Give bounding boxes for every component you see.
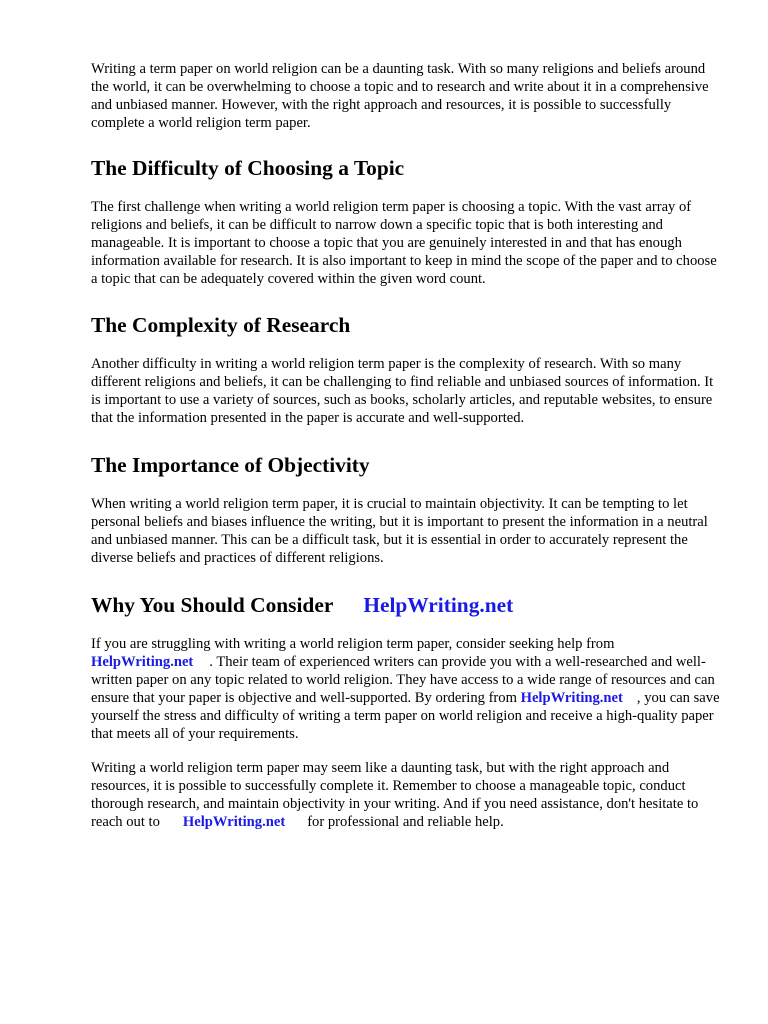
section-body-objectivity: When writing a world religion term paper, it is crucial to maintain objectivity. It can be tempting to let personal beliefs and biases influence the writing, but it is important to present the information in a neutral and unbiased manner. This can be a difficult task, but it is essential in order to accurately represent the diverse beliefs and practices of different religions.: [91, 496, 708, 566]
heading-helpwriting-link[interactable]: HelpWriting.net: [363, 593, 514, 617]
closing-text-end: for professional and reliable help.: [307, 814, 504, 830]
section-body-topic: The first challenge when writing a world religion term paper is choosing a topic. With the vast array of religions and beliefs, it can be difficult to narrow down a specific topic that is both interesting and manageable. It is important to choose a topic that you are genuinely interested in and that has enough information available for research. It is also important to keep in mind the scope of the paper and to choose a topic that can be adequately covered within the given word count.: [91, 199, 717, 287]
section-heading-consider: [91, 593, 724, 617]
closing-text-start: Writing a world religion term paper may seem like a daunting task, but with the right approach and resources, it is possible to successfully complete it. Remember to choose a manageable topic, conduct thorough research, and maintain objectivity in your writing. And if you need assistance, don't hesitate to reach out to: [91, 760, 699, 830]
consider-text-start: If you are struggling with writing a world religion term paper, consider seeking help from: [91, 636, 615, 652]
closing-paragraph: [91, 759, 724, 831]
section-heading-research: The Complexity of Research: [91, 313, 351, 337]
helpwriting-link-2[interactable]: HelpWriting.net: [520, 690, 623, 706]
section-heading-topic: The Difficulty of Choosing a Topic: [91, 156, 405, 180]
section-body-research: Another difficulty in writing a world religion term paper is the complexity of research. With so many different religions and beliefs, it can be challenging to find reliable and unbiased sources of information. It is important to use a variety of sources, such as books, scholarly articles, and reputable websites, to ensure that the information presented in the paper is accurate and well-supported.: [91, 356, 714, 426]
consider-paragraph: [91, 635, 724, 743]
intro-paragraph: Writing a term paper on world religion can be a daunting task. With so many religions and beliefs around the world, it can be overwhelming to choose a topic and to research and write about it in a comprehensive and unbiased manner. However, with the right approach and resources, it is possible to successfully complete a world religion term paper.: [91, 61, 709, 131]
consider-text-middle: . Their team of experienced writers can provide you with a well-researched and well-written paper on any topic related to world religion. They have access to a wide range of resources and can ensure that your paper is objective and well-supported. By ordering from: [91, 654, 715, 706]
consider-text-end: , you can save yourself the stress and difficulty of writing a term paper on world religion and receive a high-quality paper that meets all of your requirements.: [91, 690, 720, 742]
helpwriting-link-1[interactable]: HelpWriting.net: [91, 654, 194, 670]
helpwriting-link-3[interactable]: HelpWriting.net: [182, 814, 286, 830]
section-heading-objectivity: The Importance of Objectivity: [91, 453, 370, 477]
consider-heading-text: Why You Should Consider: [91, 593, 334, 617]
